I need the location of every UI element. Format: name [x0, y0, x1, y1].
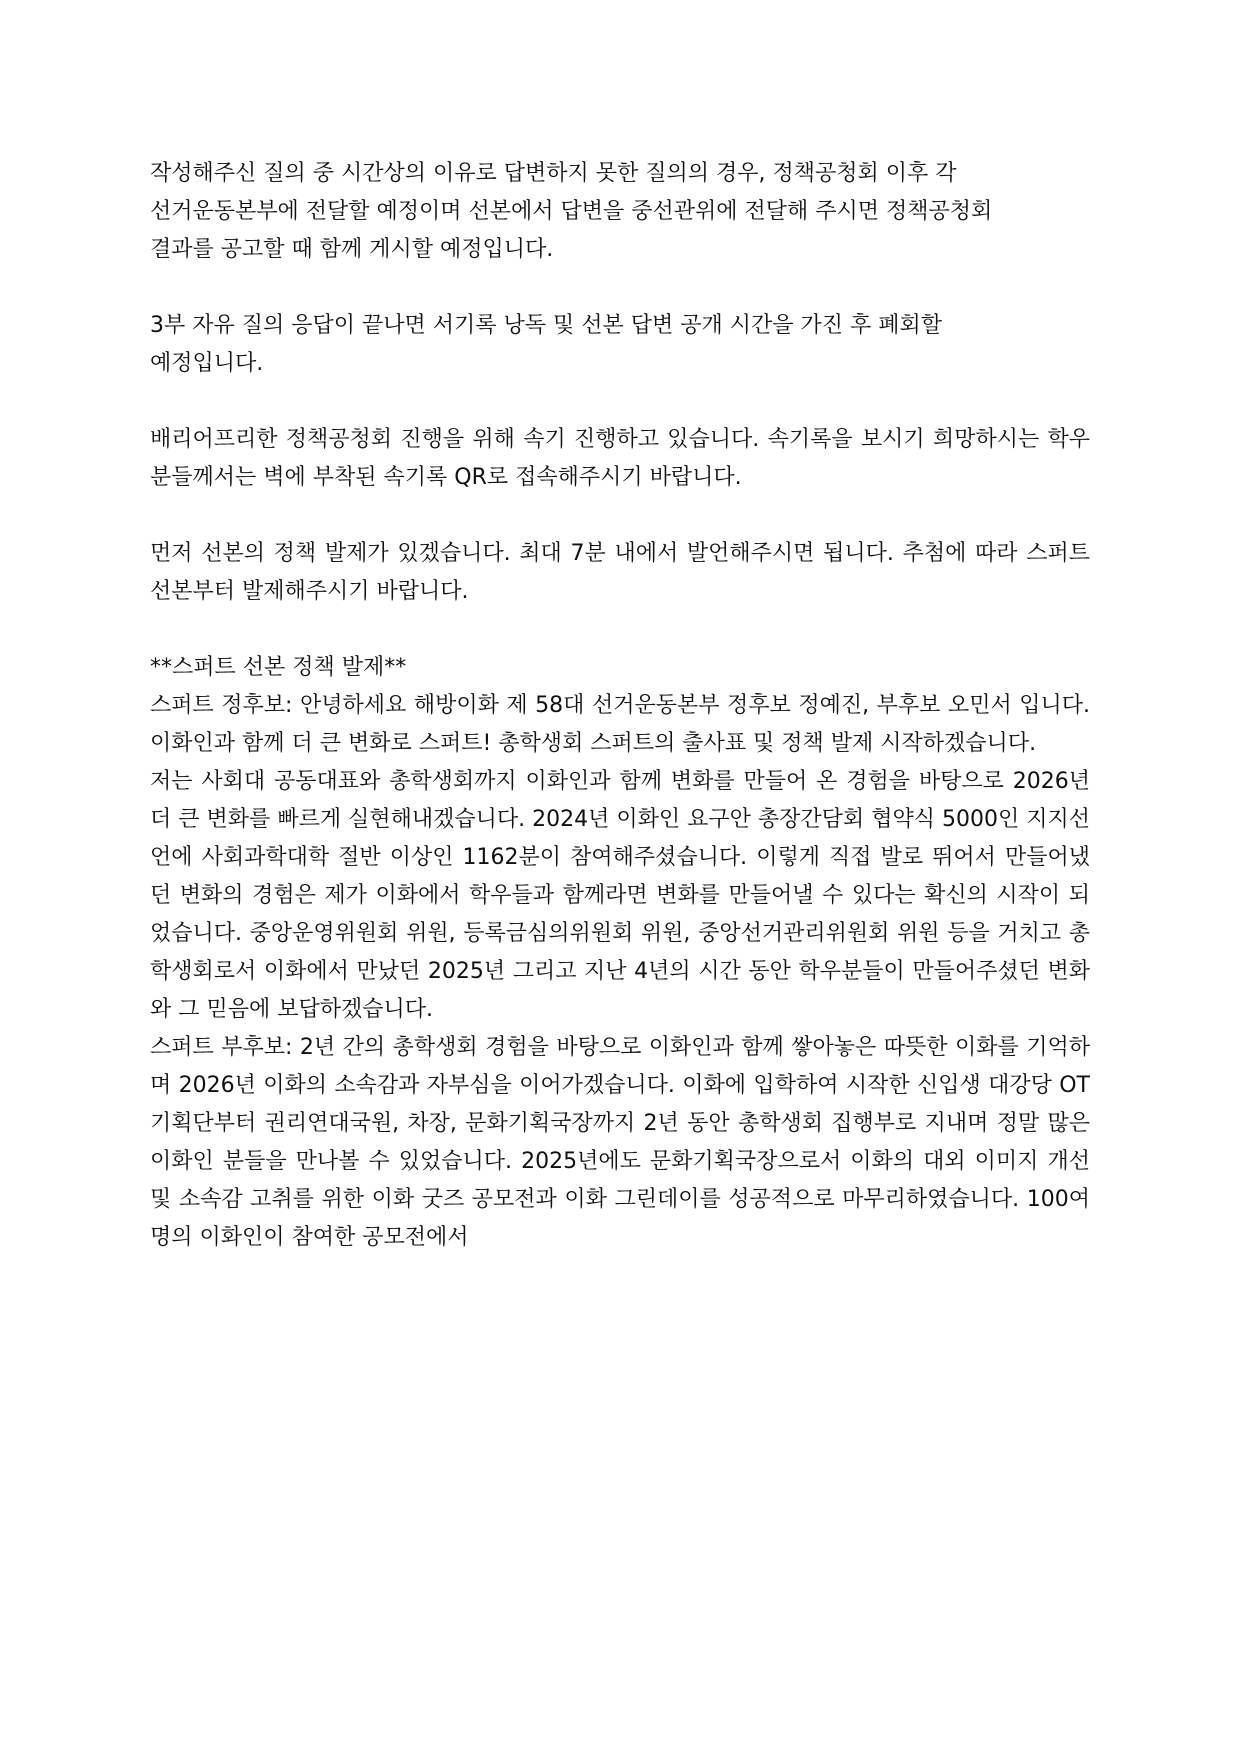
section-heading: **스퍼트 선본 정책 발제**	[150, 655, 407, 680]
notice-unanswered-questions	[150, 155, 1090, 269]
paragraph-gap	[150, 383, 1090, 421]
paragraph-gap	[150, 269, 1090, 307]
text-line: 3부 자유 질의 응답이 끝나면 서기록 낭독 및 선본 답변 공개 시간을 가진 후 폐회할	[150, 313, 942, 338]
document-page	[150, 155, 1090, 1257]
notice-closing	[150, 307, 1090, 383]
text-line: 예정입니다.	[150, 351, 264, 376]
text-line: 결과를 공고할 때 함께 게시할 예정입니다.	[150, 237, 554, 262]
paragraph-gap	[150, 497, 1090, 535]
text-line: 작성해주신 질의 중 시간상의 이유로 답변하지 못한 질의의 경우, 정책공청회 이후 각	[150, 161, 957, 186]
candidate-statement: 스퍼트 정후보: 안녕하세요 해방이화 제 58대 선거운동본부 정후보 정예진, 부후보 오민서 입니다. 이화인과 함께 더 큰 변화로 스퍼트! 총학생회 스퍼트의 출사표 및 정책 발제 시작하겠습니다.	[150, 693, 1090, 756]
paragraph-gap	[150, 611, 1090, 649]
notice-stenography: 배리어프리한 정책공청회 진행을 위해 속기 진행하고 있습니다. 속기록을 보시기 희망하시는 학우분들께서는 벽에 부착된 속기록 QR로 접속해주시기 바랍니다.	[150, 427, 1090, 490]
candidate-statement: 저는 사회대 공동대표와 총학생회까지 이화인과 함께 변화를 만들어 온 경험을 바탕으로 2026년 더 큰 변화를 빠르게 실현해내겠습니다. 2024년 이화인 요구안 총장간담회 협약식 5000인 지지선언에 사회과학대학 절반 이상인 1162분이 참여해주셨습니다. 이렇게 직접 발로 뛰어서 만들어냈던 변화의 경험은 제가 이화에서 학우들과 함께라면 변화를 만들어낼 수 있다는 확신의 시작이 되었습니다. 중앙운영위원회 위원, 등록금심의위원회 위원, 중앙선거관리위원회 위원 등을 거치고 총학생회로서 이화에서 만났던 2025년 그리고 지난 4년의 시간 동안 학우분들이 만들어주셨던 변화와 그 믿음에 보답하겠습니다.	[150, 769, 1090, 1022]
text-line: 선거운동본부에 전달할 예정이며 선본에서 답변을 중선관위에 전달해 주시면 정책공청회	[150, 199, 993, 224]
notice-policy-presentation: 먼저 선본의 정책 발제가 있겠습니다. 최대 7분 내에서 발언해주시면 됩니다. 추첨에 따라 스퍼트 선본부터 발제해주시기 바랍니다.	[150, 541, 1090, 604]
vice-candidate-statement: 스퍼트 부후보: 2년 간의 총학생회 경험을 바탕으로 이화인과 함께 쌓아놓은 따뜻한 이화를 기억하며 2026년 이화의 소속감과 자부심을 이어가겠습니다. 이화에 입학하여 시작한 신입생 대강당 OT 기획단부터 권리연대국원, 차장, 문화기획국장까지 2년 동안 총학생회 집행부로 지내며 정말 많은 이화인 분들을 만나볼 수 있었습니다. 2025년에도 문화기획국장으로서 이화의 대외 이미지 개선 및 소속감 고취를 위한 이화 굿즈 공모전과 이화 그린데이를 성공적으로 마무리하였습니다. 100여 명의 이화인이 참여한 공모전에서	[150, 1035, 1090, 1250]
